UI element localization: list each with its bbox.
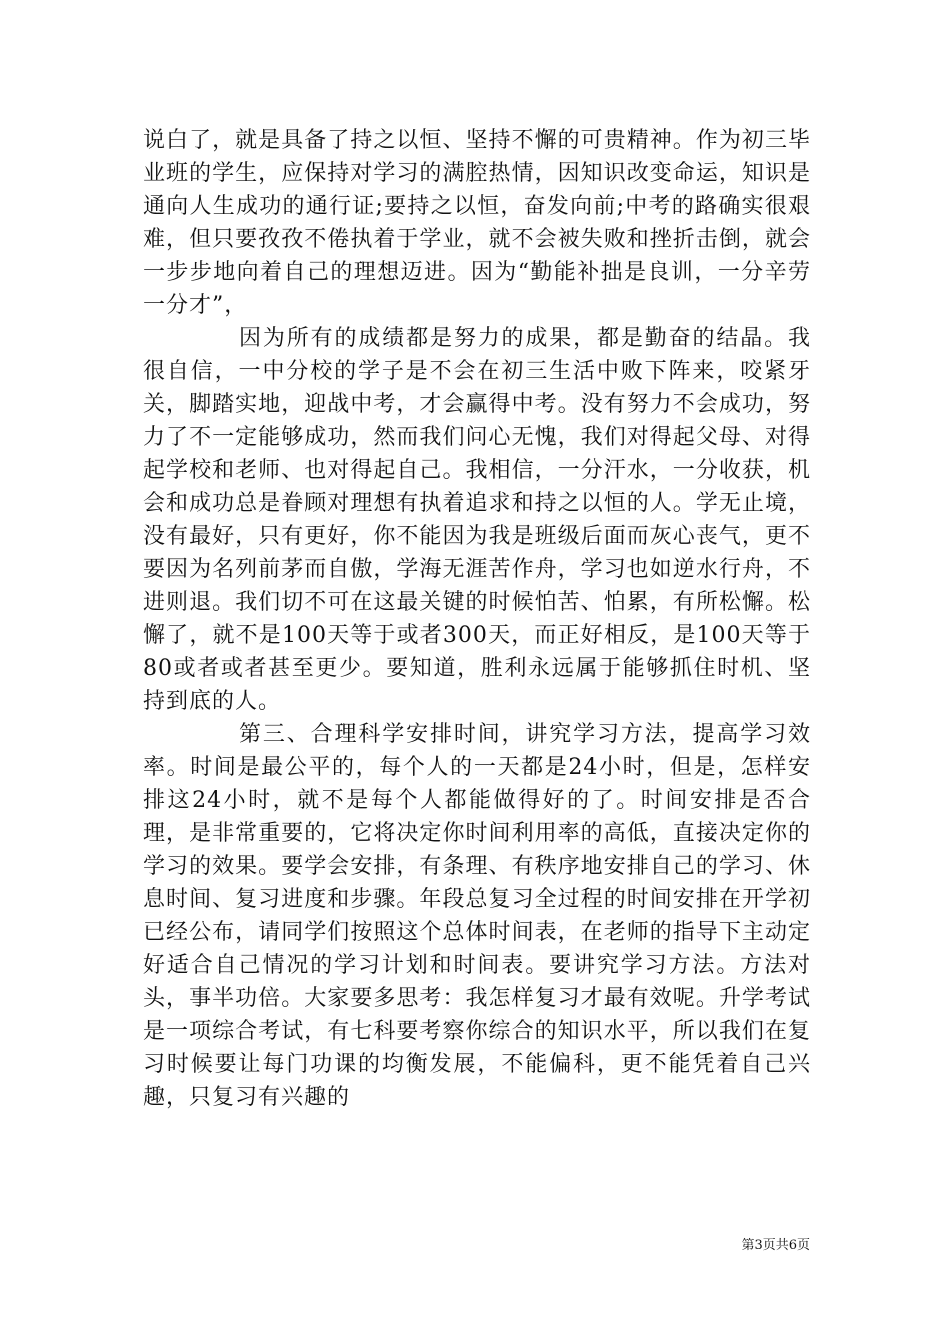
paragraph-3: 第三、合理科学安排时间，讲究学习方法，提高学习效率。时间是最公平的，每个人的一天都是24小时，但是，怎样安排这24小时，就不是每个人都能做得好的了。时间安排是否合理，是非常重要的，它将决定你时间利用率的高低，直接决定你的学习的效果。要学会安排，有条理、有秩序地安排自己的学习、休息时间、复习进度和步骤。年段总复习全过程的时间安排在开学初已经公布，请同学们按照这个总体时间表，在老师的指导下主动定好适合自己情况的学习计划和时间表。要讲究学习方法。方法对头，事半功倍。大家要多思考：我怎样复习才最有效呢。升学考试是一项综合考试，有七科要考察你综合的知识水平，所以我们在复习时候要让每门功课的均衡发展，不能偏科，更不能凭着自己兴趣，只复习有兴趣的 [143, 722, 811, 1110]
paragraph-1: 说白了，就是具备了持之以恒、坚持不懈的可贵精神。作为初三毕业班的学生，应保持对学习的满腔热情，因知识改变命运，知识是通向人生成功的通行证;要持之以恒，奋发向前;中考的路确实很艰难，但只要孜孜不倦执着于学业，就不会被失败和挫折击倒，就会一步步地向着自己的理想迈进。因为“勤能补拙是良训，一分辛劳一分才”， [143, 128, 811, 318]
body-text [143, 124, 811, 1114]
paragraph-2: 因为所有的成绩都是努力的成果，都是勤奋的结晶。我很自信，一中分校的学子是不会在初三生活中败下阵来，咬紧牙关，脚踏实地，迎战中考，才会赢得中考。没有努力不会成功，努力了不一定能够成功，然而我们问心无愧，我们对得起父母、对得起学校和老师、也对得起自己。我相信，一分汗水，一分收获，机会和成功总是眷顾对理想有执着追求和持之以恒的人。学无止境，没有最好，只有更好，你不能因为我是班级后面而灰心丧气，更不要因为名列前茅而自傲，学海无涯苦作舟，学习也如逆水行舟，不进则退。我们切不可在这最关键的时候怕苦、怕累，有所松懈。松懈了，就不是100天等于或者300天，而正好相反，是100天等于80或者或者甚至更少。要知道，胜利永远属于能够抓住时机、坚持到底的人。 [143, 326, 811, 714]
page-number-footer: 第3页共6页 [741, 1238, 810, 1253]
